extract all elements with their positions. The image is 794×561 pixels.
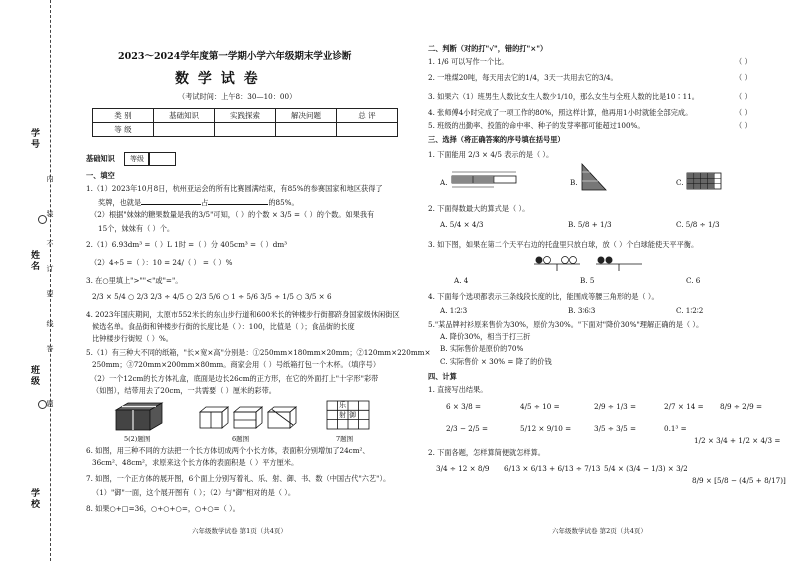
question-2: 2.（1）6.93dm³ =（ ）L 1时 =（ ）分 405cm³ =（ ）dm³ [86,240,288,249]
calc-item: 5/12 × 9/10 = [520,424,572,433]
question-7-line2: （1）"御"一面，这个展开图有（ ）；（2）与"御"相对的是（ ）。 [92,488,296,497]
score-cell[interactable] [154,123,215,137]
question-1-line2: 奖牌，也就是 占 的85%。 [98,198,299,207]
exam-time: （考试时间：上午8：30—10：00） [178,92,297,101]
binding-label-school: 学校 [29,488,39,510]
section-judge: 二、判断（对的打"√"，错的打"×"） [428,44,548,53]
score-cell[interactable] [215,123,276,137]
calc-item: 4/5 ÷ 10 = [520,402,560,411]
choice-2-option-b[interactable]: B. 5/8 + 1/3 [568,220,612,229]
calc-item: 2/3 − 2/5 = [446,424,489,433]
question-5-part2: （2）一个12cm的长方体礼盒，底面是边长26cm的正方形，在它的外面打上"十字形"彩带 [90,374,379,383]
choice-2: 2. 下面得数最大的算式是（ ）。 [428,204,530,213]
score-header: 基础知识 [154,109,215,123]
section-basic-label: 基础知识 [86,154,115,163]
choice-1-option-b[interactable]: B. [570,178,578,187]
figure-caption: 5(2)题图 [124,435,151,443]
calc-simplify-item: 6/13 × 6/13 + 6/13 ÷ 7/13 [504,464,601,473]
page-footer-left: 六年级数学试卷 第1页（共4页） [192,527,287,535]
calc-item: 8/9 ÷ 2/9 = [720,402,763,411]
net-face-label: 御 [349,411,356,419]
choice-3-option-a[interactable]: A. 4 [454,276,469,285]
judge-answer-box[interactable]: （ ） [735,108,752,117]
binding-note-6: 要 [46,290,54,299]
page-footer-right: 六年级数学试卷 第2页（共4页） [552,527,647,535]
calc-item: 1/2 × 3/4 + 1/2 × 4/3 = [694,436,781,445]
cuboid-figures [198,406,298,432]
question-6: 6. 如图，用三种不同的方法把一个长方体切成两个小长方体，表面积分别增加了24cm²、 [86,446,370,455]
score-header: 解决问题 [276,109,337,123]
question-7: 7. 如图，一个正方体的展开图，6个面上分别写着礼、乐、射、御、书、数（中国古代"六艺"）。 [86,474,391,483]
binding-note-3: 线 [46,320,54,329]
question-5-line2: 250mm；③720mm×200mm×80mm。商家会用（ ）号纸箱打包一个木杯。（填序号） [92,360,381,369]
choice-1-option-a[interactable]: A. [440,178,448,187]
judge-answer-box[interactable]: （ ） [735,57,752,66]
balance-scale-figure [530,252,650,272]
binding-note-4: 内 [46,175,54,184]
score-cell[interactable] [337,123,398,137]
binding-label-student-id: 学号 [29,128,39,150]
question-1-part2-line2: 15个，妹妹有（ ）个。 [98,224,175,233]
question-4-line3: 比钟楼步行街短（ ）%。 [92,334,173,343]
answer-blank[interactable] [141,196,201,205]
score-header: 实践探索 [215,109,276,123]
binding-note-7: 答 [46,345,54,354]
calc-item: 2/7 × 14 = [664,402,704,411]
judge-5: 5. 班级的出勤率、投篮的命中率、种子的发芽率都可能超过100%。 [428,121,645,130]
choice-3: 3. 如下图，如果在第二个天平右边的托盘里只放白球，放（ ）个白球能使天平平衡。 [428,240,699,249]
calc-simplify-item: 5/4 × (3/4 − 1/3) × 3/2 [604,464,688,473]
gift-box-figure [110,400,170,434]
question-2-part2: （2）4÷5 =（ ）：10 = 24/（ ） =（ ）% [90,258,233,267]
question-1: 1.（1）2023年10月8日，杭州亚运会的所有比赛圆满结束，有85%的参赛国家和地区获得了 [86,184,383,193]
choice-1-option-c[interactable]: C. [676,178,684,187]
binding-label-name: 姓名 [29,250,39,272]
choice-2-option-a[interactable]: A. 5/4 × 4/3 [440,220,484,229]
score-header: 类 别 [93,109,154,123]
question-3-items: 2/3 × 5/4 ○ 2/3 2/3 ÷ 4/5 ○ 2/3 5/6 ○ 1 ÷ 5/6 3/5 ÷ 1/5 ○ 3/5 × 6 [92,292,332,301]
calc-item: 3/5 ÷ 3/5 = [594,424,637,433]
binding-hole-icon [38,400,47,409]
choice-3-option-c[interactable]: C. 6 [686,276,701,285]
exam-title: 2023～2024学年度第一学期小学六年级期末学业诊断 [118,51,352,62]
choice-1: 1. 下面能用 2/3 × 4/5 表示的是（ ）。 [428,150,554,159]
binding-hole-icon [38,215,47,224]
calc-item: 0.1³ = [664,424,687,433]
binding-note-1: 装 [46,210,54,219]
question-1-part2: （2）根据"妹妹的糖果数量是我的3/5"可知，（ ）的个数 × 3/5 =（ ）的个数。如果我有 [90,210,375,219]
calc-simplify-item: 3/4 ÷ 12 × 8/9 [436,464,490,473]
question-5-part2-line2: （如图），结带用去了20cm，一共需要（ ）厘米的彩带。 [92,386,276,395]
net-face-label: 乐 [339,401,346,409]
answer-blank[interactable] [208,196,268,205]
triangle-figure [580,162,610,194]
choice-5-option-c[interactable]: C. 实际售价 × 30% = 降了的价钱 [440,357,552,366]
bar-model-figure [450,168,520,192]
level-box[interactable] [148,152,176,166]
section-choice: 三、选择（将正确答案的序号填在括号里） [428,135,565,144]
question-5: 5.（1）有三种大不同的纸箱，"长×宽×高"分别是：①250mm×180mm×20mm；②120mm×220mm× [86,348,431,357]
judge-answer-box[interactable]: （ ） [735,121,752,130]
section-fill-blank: 一、填空 [86,171,115,180]
section-calc: 四、计算 [428,372,457,381]
question-3: 3. 在○里填上">""<"或"="。 [86,276,183,285]
net-face-label: 射 [339,411,346,419]
calc-item: 2/9 ÷ 1/3 = [594,402,637,411]
score-header: 总 评 [337,109,398,123]
calc-item: 6 × 3/8 = [446,402,482,411]
choice-4-option-b[interactable]: B. 3∶6∶3 [568,306,596,315]
judge-answer-box[interactable]: （ ） [735,73,752,82]
binding-note-5: 不 [46,240,54,249]
judge-1: 1. 1/6 可以写作一个比。 [428,57,509,66]
choice-5-option-a[interactable]: A. 降价30%，相当于打三折 [440,332,531,341]
judge-answer-box[interactable]: （ ） [735,92,752,101]
binding-label-class: 班级 [29,365,39,387]
choice-4-option-c[interactable]: C. 1∶2∶2 [676,306,704,315]
choice-5: 5."某品牌衬衫原来售价为30%，原价为30%。"下面对"降价30%"理解正确的是（ ）。 [428,320,704,329]
choice-5-option-b[interactable]: B. 实际售价是原价的70% [440,344,524,353]
judge-4: 4. 张师傅4小时完成了一项工作的80%，照这样计算，他再用1小时就能全部完成。 [428,108,693,117]
calc-simplify-title: 2. 下面各题，怎样算简便就怎样算。 [428,448,545,457]
question-4: 4. 2023年国庆期间，太原市552米长的东山步行道和600米长的钟楼步行街都跻身国家级休闲街区 [86,310,400,319]
score-cell[interactable] [276,123,337,137]
calc-direct-title: 1. 直接写出结果。 [428,385,488,394]
figure-caption: 7题图 [336,435,354,443]
binding-margin [0,0,51,561]
level-label: 等级 [124,152,150,166]
choice-4-option-a[interactable]: A. 1∶2∶3 [440,306,468,315]
question-6-line2: 36cm²、48cm²，求原来这个长方体的表面积是（ ）平方厘米。 [92,458,299,467]
figure-caption: 6题图 [232,435,250,443]
choice-3-option-b[interactable]: B. 5 [580,276,595,285]
grid-shading-figure [686,172,722,190]
choice-2-option-c[interactable]: C. 5/8 ÷ 1/3 [676,220,720,229]
score-row-label: 等 级 [93,123,154,137]
question-4-line2: 候选名单。食品街和钟楼步行街的长度比是（ ）：100，比值是（ ）；食品街的长度 [92,322,355,331]
judge-2: 2. 一堆煤20吨，每天用去它的1/4，3天一共用去它的3/4。 [428,73,618,82]
binding-note-8: 题 [46,400,54,409]
cube-net-figure [326,400,370,430]
question-8: 8. 如果○+□=36，○+○+○=，○+○=（ ）。 [86,504,240,513]
subject-title: 数 学 试 卷 [175,71,260,87]
choice-4: 4. 下面每个选项都表示三条线段长度的比，能围成等腰三角形的是（ ）。 [428,292,659,301]
judge-3: 3. 如果六（1）班男生人数比女生人数少1/10，那么女生与全班人数的比是10∶11。 [428,92,699,101]
score-table [92,108,398,137]
calc-simplify-item: 8/9 × [5/8 − (4/5 + 8/17)] [692,476,786,485]
binding-note-2: 订 [46,265,54,274]
